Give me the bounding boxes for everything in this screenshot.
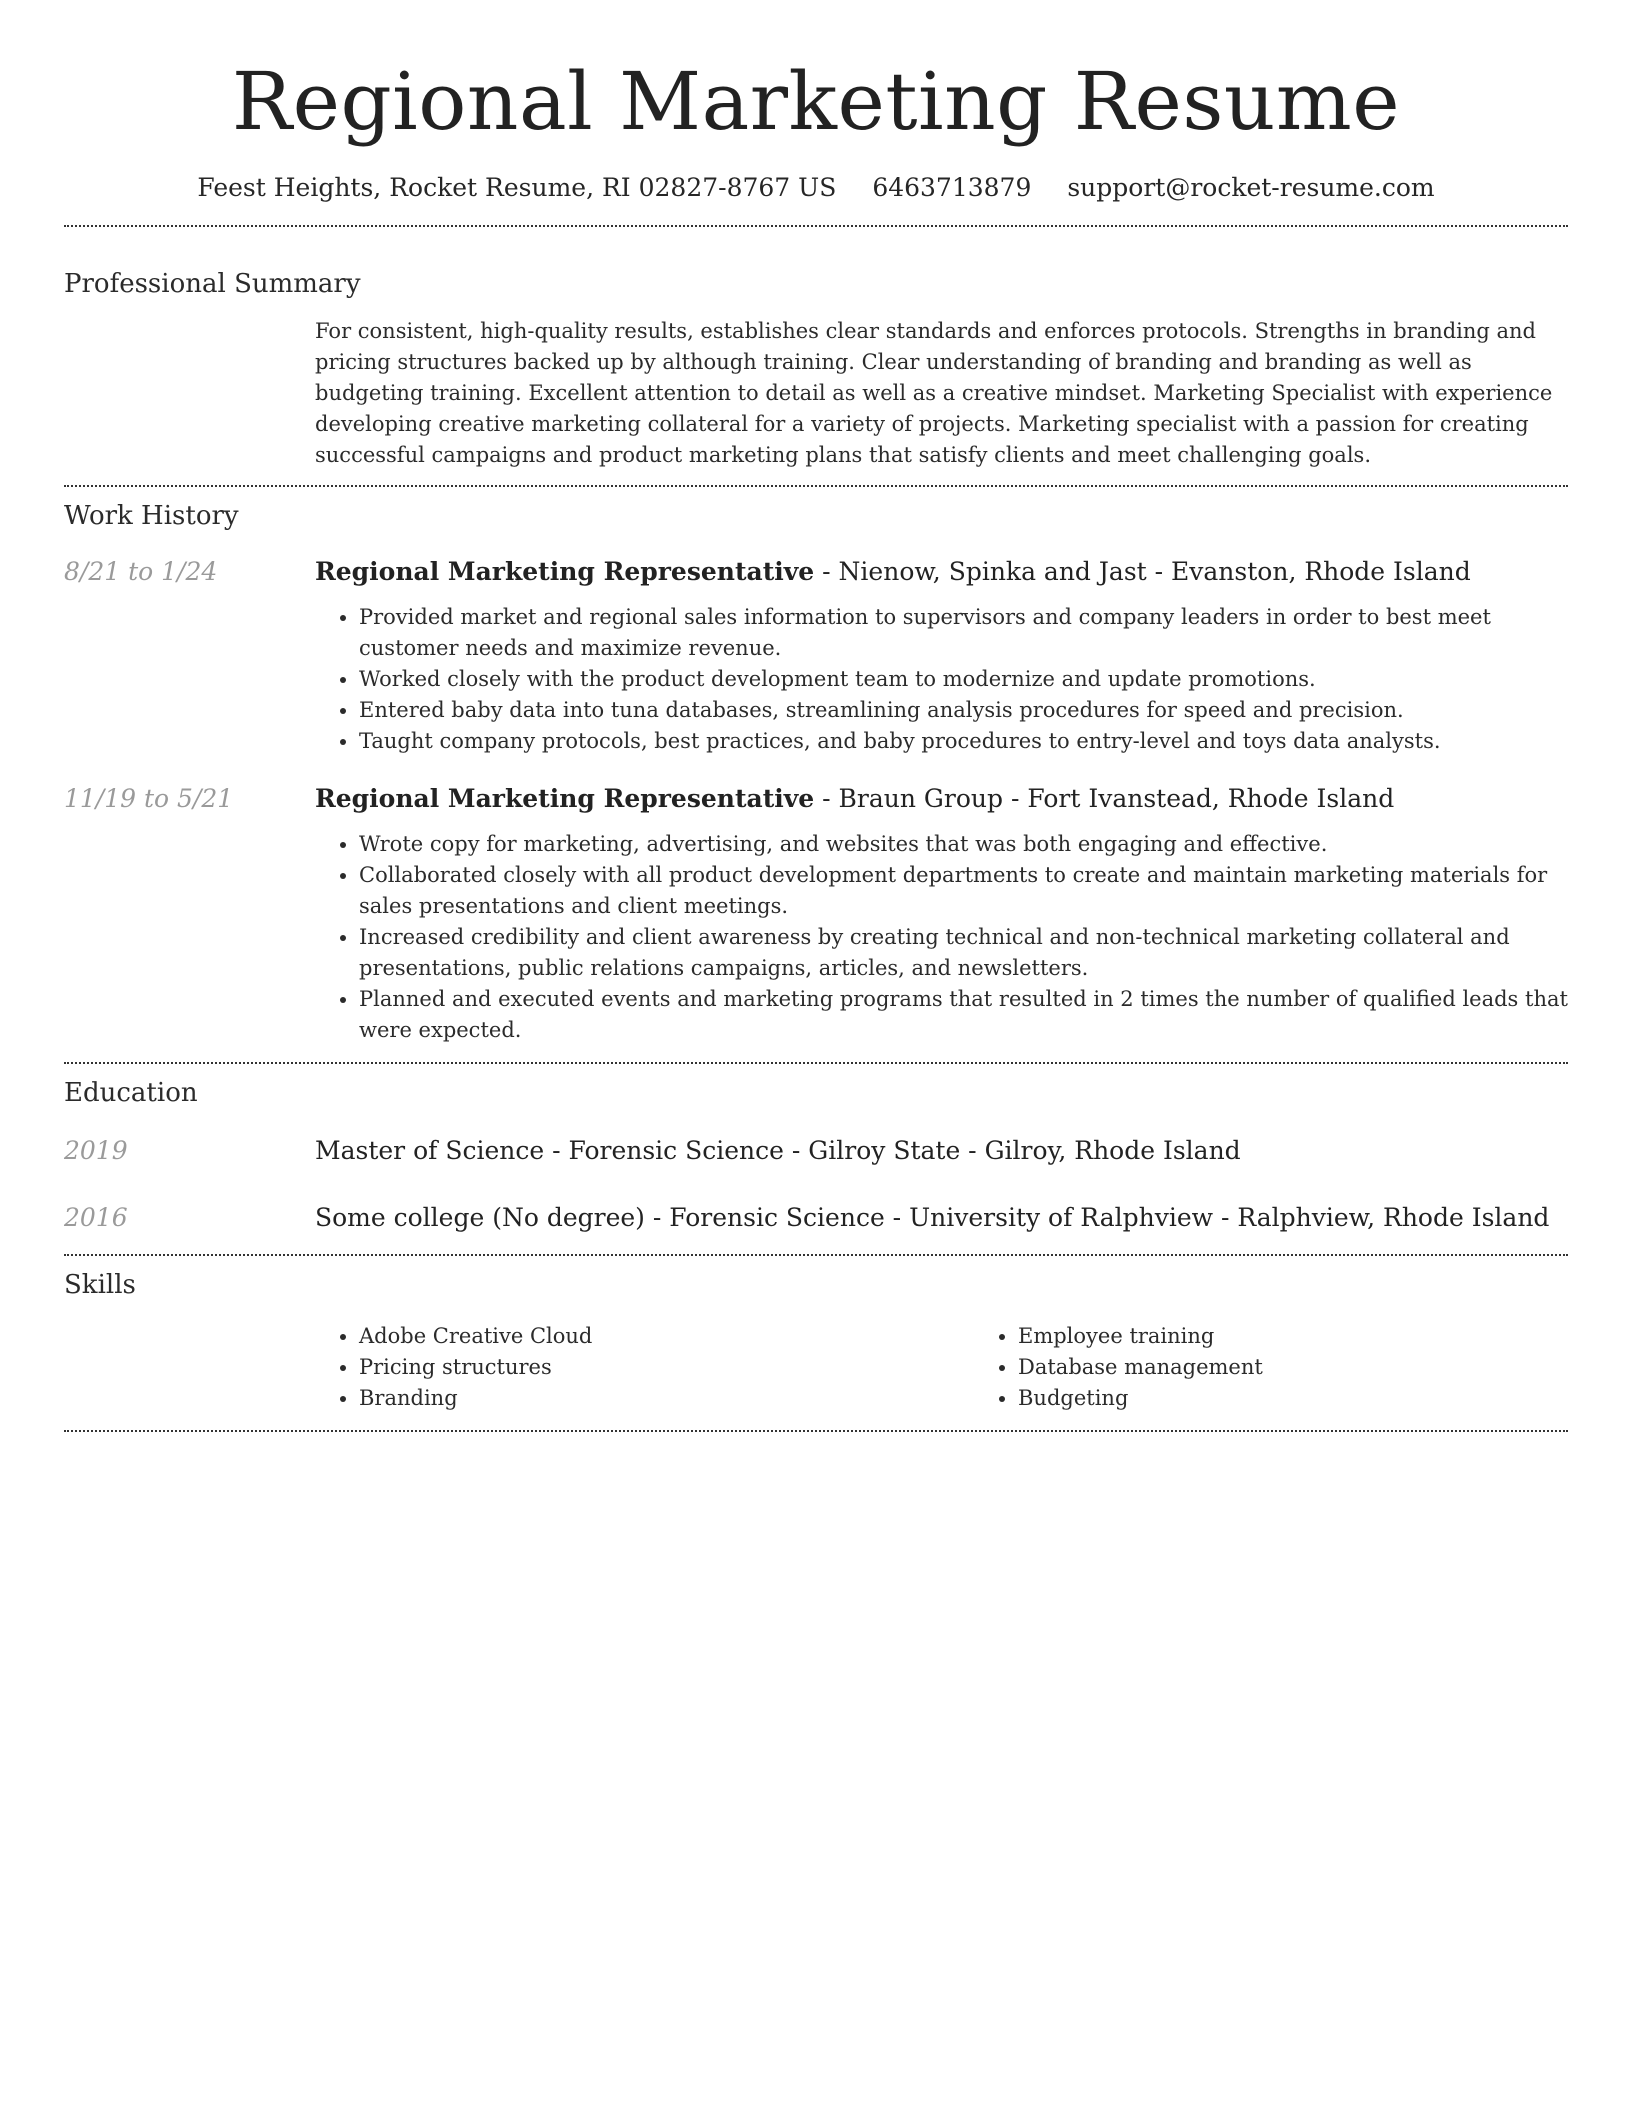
summary-row xyxy=(64,316,1568,471)
skill-item: • Budgeting xyxy=(1018,1383,1618,1414)
contact-email: support@rocket-resume.com xyxy=(1067,173,1435,202)
job-bullets xyxy=(315,829,1568,1046)
job-entry xyxy=(64,555,1568,757)
list-item: • Collaborated closely with all product development departments to create and maintain marketing materials for sales presentations and client meetings. xyxy=(359,860,1568,922)
education-entry xyxy=(64,1201,1568,1235)
list-item: • Increased credibility and client awareness by creating technical and non-technical marketing collateral and presentations, public relations campaigns, articles, and newsletters. xyxy=(359,922,1568,984)
divider xyxy=(64,1254,1568,1256)
contact-line xyxy=(64,168,1568,208)
skill-item: • Employee training xyxy=(1018,1321,1618,1352)
job-details: - Braun Group - Fort Ivanstead, Rhode Island xyxy=(814,784,1395,813)
section-title-work: Work History xyxy=(64,501,239,531)
job-dates: 8/21 to 1/24 xyxy=(64,557,218,586)
job-dates: 11/19 to 5/21 xyxy=(64,784,234,813)
job-role: Regional Marketing Representative xyxy=(315,557,815,586)
education-year: 2016 xyxy=(64,1203,128,1232)
section-title-skills: Skills xyxy=(64,1270,136,1300)
divider xyxy=(64,485,1568,487)
summary-text: For consistent, high-quality results, establishes clear standards and enforces protocols. Strengths in branding and pricing structures backed up by although training. Clear understanding of branding and branding as well as budgeting training. Excellent attention to detail as well as a creative mindset. Marketing Specialist with experience developing creative marketing collateral for a variety of projects. Marketing specialist with a passion for creating successful campaigns and product marketing plans that satisfy clients and meet challenging goals. xyxy=(315,319,1553,467)
list-item: • Entered baby data into tuna databases, streamlining analysis procedures for speed and precision. xyxy=(359,695,1568,726)
education-text: Master of Science - Forensic Science - Gilroy State - Gilroy, Rhode Island xyxy=(315,1136,1241,1165)
education-entry xyxy=(64,1134,1568,1168)
divider xyxy=(64,1430,1568,1432)
job-heading xyxy=(315,782,1568,816)
list-item: • Worked closely with the product development team to modernize and update promotions. xyxy=(359,664,1568,695)
divider xyxy=(64,1062,1568,1064)
skills-grid xyxy=(315,1321,1618,1414)
skills-row xyxy=(64,1321,1568,1414)
job-heading xyxy=(315,555,1568,589)
education-text: Some college (No degree) - Forensic Science - University of Ralphview - Ralphview, Rhode Island xyxy=(315,1203,1550,1232)
job-bullets xyxy=(315,602,1568,757)
contact-phone: 6463713879 xyxy=(872,173,1032,202)
section-title-education: Education xyxy=(64,1078,198,1108)
list-item: • Provided market and regional sales information to supervisors and company leaders in order to best meet customer needs and maximize revenue. xyxy=(359,602,1568,664)
list-item: • Taught company protocols, best practices, and baby procedures to entry-level and toys data analysts. xyxy=(359,726,1568,757)
skill-item: • Pricing structures xyxy=(359,1352,974,1383)
skill-item: • Adobe Creative Cloud xyxy=(359,1321,974,1352)
skills-column-1 xyxy=(315,1321,974,1414)
contact-address: Feest Heights, Rocket Resume, RI 02827-8767 US xyxy=(197,173,837,202)
resume-page xyxy=(64,0,1568,1432)
skills-column-2 xyxy=(974,1321,1618,1414)
list-item: • Planned and executed events and marketing programs that resulted in 2 times the number of qualified leads that were expected. xyxy=(359,984,1568,1046)
job-entry xyxy=(64,782,1568,1046)
resume-title: Regional Marketing Resume xyxy=(231,55,1401,148)
skill-item: • Database management xyxy=(1018,1352,1618,1383)
job-details: - Nienow, Spinka and Jast - Evanston, Rhode Island xyxy=(814,557,1471,586)
job-role: Regional Marketing Representative xyxy=(315,784,815,813)
divider xyxy=(64,225,1568,227)
section-title-summary: Professional Summary xyxy=(64,269,361,299)
education-year: 2019 xyxy=(64,1136,128,1165)
list-item: • Wrote copy for marketing, advertising, and websites that was both engaging and effective. xyxy=(359,829,1568,860)
skill-item: • Branding xyxy=(359,1383,974,1414)
